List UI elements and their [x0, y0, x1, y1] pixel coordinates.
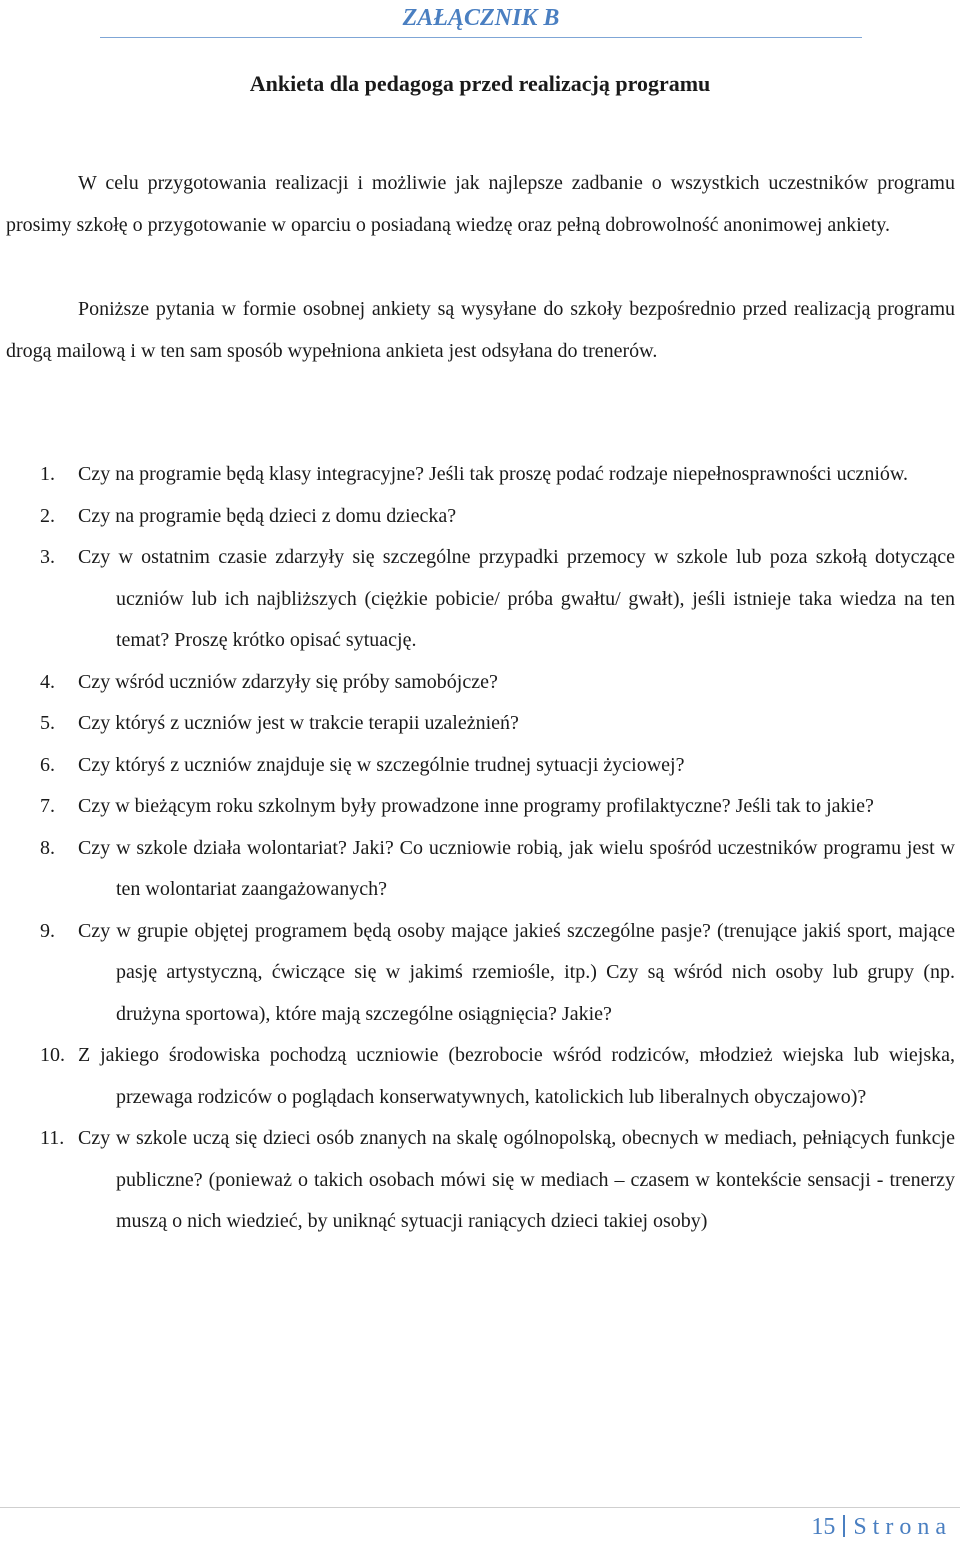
question-item-7	[0, 786, 955, 828]
question-number: 5.	[40, 712, 55, 734]
question-item-5	[0, 703, 955, 745]
question-text: Czy w grupie objętej programem będą osoby mające jakieś szczególne pasje? (trenujące jakiś sport, mające pasję artystyczną, ćwiczące się w jakimś rzemiośle, itp.) Czy są wśród nich osoby lub grupy (np. drużyna sportowa), które mają szczególne osiągnięcia? Jakie?	[78, 919, 955, 1025]
page-header	[100, 4, 862, 32]
header-divider	[100, 37, 862, 38]
question-number: 8.	[40, 836, 55, 859]
question-number: 2.	[40, 504, 55, 527]
question-number: 10.	[40, 1044, 65, 1066]
question-number: 11.	[40, 1127, 65, 1149]
footer-separator	[843, 1515, 845, 1537]
question-number: 7.	[40, 795, 55, 817]
question-text: Czy wśród uczniów zdarzyły się próby samobójcze?	[78, 670, 498, 693]
question-text: Czy w bieżącym roku szkolnym były prowadzone inne programy profilaktyczne? Jeśli tak to jakie?	[78, 795, 874, 817]
question-list	[0, 454, 955, 1243]
instructions-paragraph: Poniższe pytania w formie osobnej ankiety są wysyłane do szkoły bezpośrednio przed realizacją programu drogą mailową i w ten sam sposób wypełniona ankieta jest odsyłana do trenerów.	[6, 298, 955, 362]
question-number: 1.	[40, 463, 55, 485]
attachment-label: ZAŁĄCZNIK B	[402, 5, 560, 31]
footer-divider	[0, 1507, 960, 1508]
question-item-11	[0, 1118, 955, 1243]
question-text: Czy w ostatnim czasie zdarzyły się szczególne przypadki przemocy w szkole lub poza szkołą dotyczące uczniów lub ich najbliższych (ciężkie pobicie/ próba gwałtu/ gwałt), jeśli istnieje taka wiedza na ten temat? Proszę krótko opisać sytuację.	[78, 546, 955, 651]
page-number: 15	[811, 1514, 836, 1540]
intro-paragraph: W celu przygotowania realizacji i możliwie jak najlepsze zadbanie o wszystkich uczestników programu prosimy szkołę o przygotowanie w oparciu o posiadaną wiedzę oraz pełną dobrowolność anonimowej ankiety.	[6, 172, 955, 236]
question-item-10	[0, 1035, 955, 1118]
question-text: Czy na programie będą klasy integracyjne? Jeśli tak proszę podać rodzaje niepełnosprawności uczniów.	[78, 463, 909, 485]
question-text: Z jakiego środowiska pochodzą uczniowie (bezrobocie wśród rodziców, młodzież wiejska lub wiejska, przewaga rodziców o poglądach konserwatywnych, katolickich lub liberalnych obyczajowo)?	[78, 1044, 955, 1108]
question-item-3	[0, 537, 955, 662]
question-text: Czy w szkole działa wolontariat? Jaki? Co uczniowie robią, jak wielu spośród uczestników programu jest w ten wolontariat zaangażowanych?	[78, 836, 955, 900]
document-title: Ankieta dla pedagoga przed realizacją programu	[249, 71, 711, 96]
question-number: 4.	[40, 670, 55, 693]
question-number: 3.	[40, 546, 55, 568]
question-item-6	[0, 745, 955, 787]
question-item-1	[0, 454, 955, 496]
question-number: 6.	[40, 753, 55, 776]
question-item-9	[0, 911, 955, 1036]
question-number: 9.	[40, 919, 55, 942]
page-label: Strona	[853, 1514, 952, 1540]
question-text: Czy w szkole uczą się dzieci osób znanych na skalę ogólnopolską, obecnych w mediach, pełniących funkcje publiczne? (ponieważ o takich osobach mówi się w mediach – czasem w kontekście sensacji - trenerzy muszą o nich wiedzieć, by uniknąć sytuacji raniących dzieci takiej osoby)	[78, 1127, 955, 1232]
question-item-2	[0, 496, 955, 538]
page-footer	[811, 1512, 952, 1542]
question-item-8	[0, 828, 955, 911]
question-text: Czy na programie będą dzieci z domu dziecka?	[78, 504, 457, 527]
question-text: Czy któryś z uczniów znajduje się w szczególnie trudnej sytuacji życiowej?	[78, 753, 685, 776]
question-item-4	[0, 662, 955, 704]
question-text: Czy któryś z uczniów jest w trakcie terapii uzależnień?	[78, 712, 519, 734]
